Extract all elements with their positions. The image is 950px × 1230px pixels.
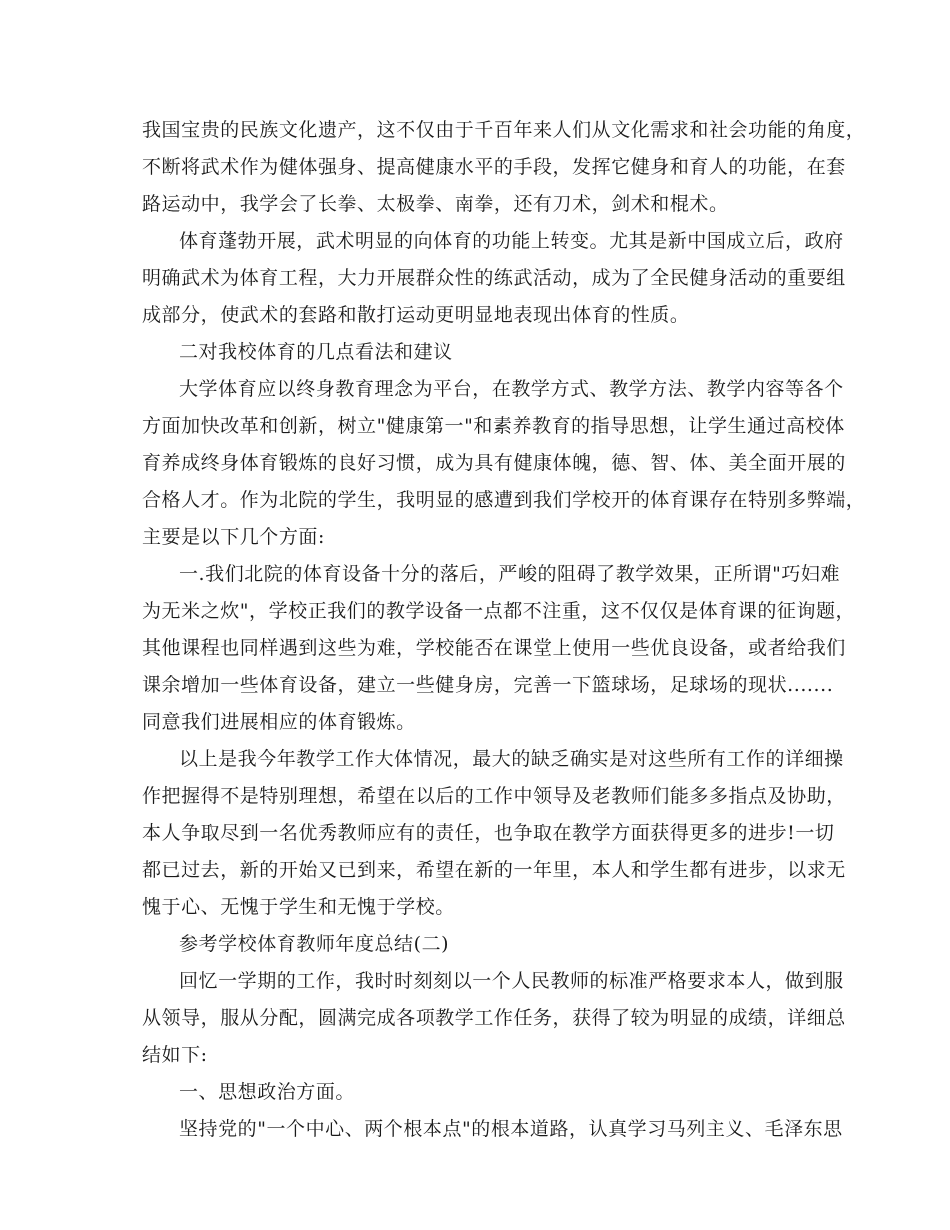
paragraph-line: 都已过去，新的开始又已到来，希望在新的一年里，本人和学生都有进步，以求无: [142, 859, 846, 881]
paragraph-line: 路运动中，我学会了长拳、太极拳、南拳，还有刀术，剑术和棍术。: [142, 193, 729, 215]
paragraph-line: 体育蓬勃开展，武术明显的向体育的功能上转变。尤其是新中国成立后，政府: [179, 230, 844, 252]
paragraph-line: 为无米之炊"，学校正我们的教学设备一点都不注重，这不仅仅是体育课的征询题，: [142, 600, 856, 622]
paragraph-line: 明确武术为体育工程，大力开展群众性的练武活动，成为了全民健身活动的重要组: [142, 267, 846, 289]
paragraph-line: 作把握得不是特别理想，希望在以后的工作中领导及老教师们能多多指点及协助，: [142, 785, 846, 807]
section-heading: 参考学校体育教师年度总结(二): [179, 933, 450, 955]
paragraph-line: 本人争取尽到一名优秀教师应有的责任，也争取在教学方面获得更多的进步!一切: [142, 822, 835, 844]
paragraph-line: 育养成终身体育锻炼的良好习惯，成为具有健康体魄，德、智、体、美全面开展的: [142, 452, 846, 474]
paragraph-line: 其他课程也同样遇到这些为难，学校能否在课堂上使用一些优良设备，或者给我们: [142, 637, 846, 659]
paragraph-line: 主要是以下几个方面:: [142, 526, 325, 548]
paragraph-line: 以上是我今年教学工作大体情况，最大的缺乏确实是对这些所有工作的详细操: [179, 748, 844, 770]
paragraph-line: 我国宝贵的民族文化遗产，这不仅由于千百年来人们从文化需求和社会功能的角度，: [142, 119, 866, 141]
paragraph-line: 坚持党的"一个中心、两个根本点"的根本道路，认真学习马列主义、毛泽东思: [179, 1118, 843, 1140]
paragraph-line: 合格人才。作为北院的学生，我明显的感遭到我们学校开的体育课存在特别多弊端，: [142, 489, 866, 511]
paragraph-line: 课余增加一些体育设备，建立一些健身房，完善一下篮球场，足球场的现状.......: [142, 674, 834, 696]
paragraph-line: 不断将武术作为健体强身、提高健康水平的手段，发挥它健身和育人的功能，在套: [142, 156, 846, 178]
paragraph-line: 成部分，使武术的套路和散打运动更明显地表现出体育的性质。: [142, 304, 690, 326]
paragraph-line: 回忆一学期的工作，我时时刻刻以一个人民教师的标准严格要求本人，做到服: [179, 970, 844, 992]
paragraph-line: 愧于心、无愧于学生和无愧于学校。: [142, 896, 455, 918]
paragraph-line: 方面加快改革和创新，树立"健康第一"和素养教育的指导思想，让学生通过高校体: [142, 415, 845, 437]
paragraph-line: 大学体育应以终身教育理念为平台，在教学方式、教学方法、教学内容等各个: [179, 378, 844, 400]
paragraph-line: 同意我们进展相应的体育锻炼。: [142, 711, 416, 733]
section-heading: 一、思想政治方面。: [179, 1081, 355, 1103]
paragraph-line: 一.我们北院的体育设备十分的落后，严峻的阻碍了教学效果，正所谓"巧妇难: [179, 563, 841, 585]
paragraph-line: 从领导，服从分配，圆满完成各项教学工作任务，获得了较为明显的成绩，详细总: [142, 1007, 846, 1029]
paragraph-line: 结如下:: [142, 1044, 208, 1066]
section-heading: 二对我校体育的几点看法和建议: [179, 341, 453, 363]
